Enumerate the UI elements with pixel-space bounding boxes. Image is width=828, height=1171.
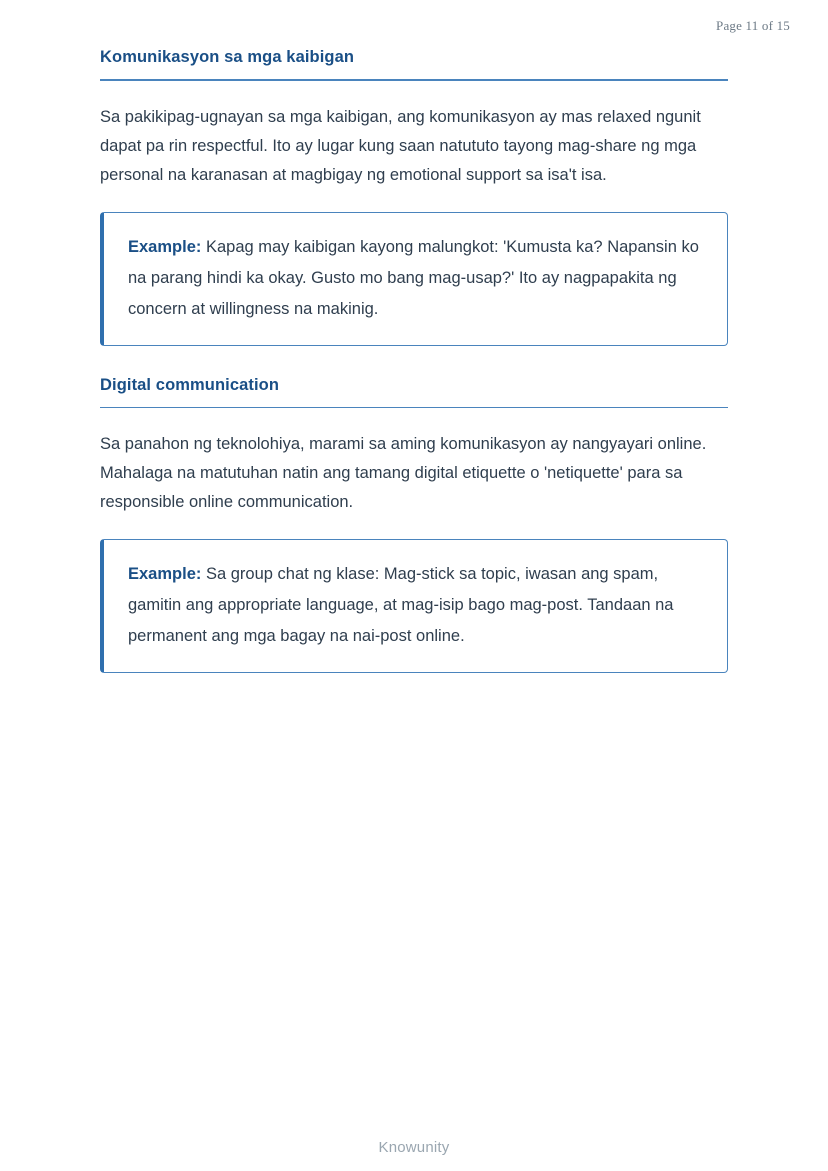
section-paragraph-2: Sa panahon ng teknolohiya, marami sa aming komunikasyon ay nangyayari online. Mahalaga na matutuhan natin ang tamang digital etiquette o 'netiquette' para sa responsible online communication. [100,435,707,511]
document-section-1 [100,48,728,346]
section-heading-2: Digital communication [100,375,280,394]
example-label-1: Example: [128,237,202,256]
heading-divider-2 [100,407,728,409]
example-box-1 [100,212,728,346]
example-body-1: Kapag may kaibigan kayong malungkot: 'Kumusta ka? Napansin ko na parang hindi ka okay. Gusto mo bang mag-usap?' Ito ay nagpapakita ng concern at willingness na makinig. [128,237,699,318]
heading-divider-1 [100,79,728,81]
example-text-1 [128,232,703,325]
document-section-2 [100,376,728,674]
example-box-2 [100,539,728,673]
footer-brand: Knowunity [378,1139,450,1156]
example-label-2: Example: [128,565,202,583]
document-content [100,48,728,701]
example-text-2 [128,559,703,652]
section-heading-1: Komunikasyon sa mga kaibigan [100,48,355,66]
example-body-2: Sa group chat ng klase: Mag-stick sa topic, iwasan ang spam, gamitin ang appropriate language, at mag-isip bago mag-post. Tandaan na permanent ang mga bagay na nai-post online. [128,565,674,645]
page-number: Page 11 of 15 [716,18,790,33]
section-paragraph-1: Sa pakikipag-ugnayan sa mga kaibigan, ang komunikasyon ay mas relaxed ngunit dapat pa rin respectful. Ito ay lugar kung saan natututo tayong mag-share ng mga personal na karanasan at magbigay ng emotional support sa isa't isa. [100,107,701,184]
